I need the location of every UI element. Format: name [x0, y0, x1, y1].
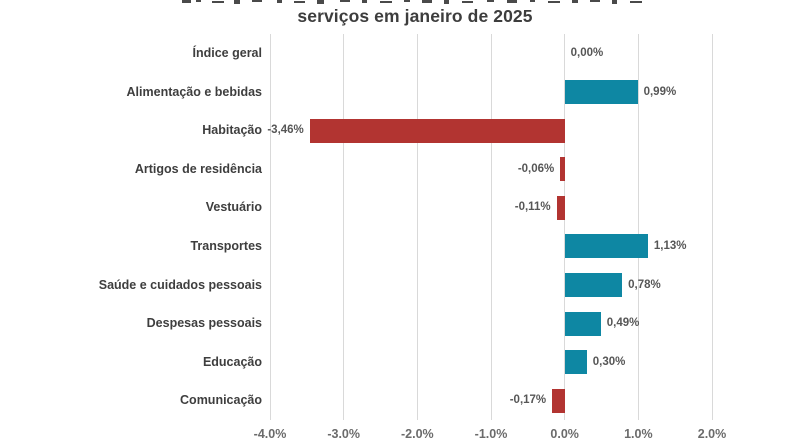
chart-title: serviços em janeiro de 2025 [297, 6, 533, 26]
bar-negative [557, 196, 565, 220]
gridline [270, 34, 271, 420]
bar-negative [552, 389, 565, 413]
category-label: Alimentação e bebidas [126, 84, 262, 99]
bar-negative [310, 119, 565, 143]
value-label: 0,99% [643, 85, 677, 98]
category-label: Saúde e cuidados pessoais [98, 277, 262, 292]
bar-positive [565, 312, 601, 336]
category-label: Habitação [202, 123, 262, 138]
value-label: -3,46% [267, 124, 304, 137]
gridline [638, 34, 639, 420]
bar-positive [565, 80, 638, 104]
category-label: Despesas pessoais [146, 316, 262, 331]
gridline [417, 34, 418, 420]
category-label: Vestuário [205, 200, 262, 215]
x-axis-tick-label: 2.0% [697, 427, 727, 441]
x-axis-tick-label: -1.0% [474, 427, 508, 441]
category-label: Educação [202, 354, 262, 369]
bar-positive [565, 350, 587, 374]
gridline [712, 34, 713, 420]
value-label: 1,13% [653, 240, 687, 252]
value-label: 0,00% [570, 47, 604, 59]
value-label: -0,17% [509, 394, 547, 407]
category-label: Transportes [190, 239, 262, 253]
gridline [491, 34, 492, 420]
x-axis-tick-label: 1.0% [624, 427, 653, 441]
clipped-title-line [182, 0, 652, 5]
bar-positive [565, 273, 622, 297]
value-label: 0,49% [606, 317, 640, 330]
bar-positive [565, 234, 648, 258]
category-label: Comunicação [180, 393, 262, 408]
value-label: 0,30% [592, 355, 626, 368]
x-axis-tick-label: -3.0% [327, 427, 360, 441]
value-label: 0,78% [628, 278, 661, 291]
bar-negative [560, 157, 564, 181]
category-label: Índice geral [192, 46, 262, 60]
value-label: -0,06% [517, 162, 555, 175]
x-axis-tick-label: -2.0% [401, 427, 434, 441]
x-axis-tick-label: -4.0% [253, 427, 287, 441]
x-axis-tick-label: 0.0% [550, 427, 579, 441]
gridline [343, 34, 344, 420]
value-label: -0,11% [514, 201, 551, 214]
category-label: Artigos de residência [134, 161, 262, 176]
